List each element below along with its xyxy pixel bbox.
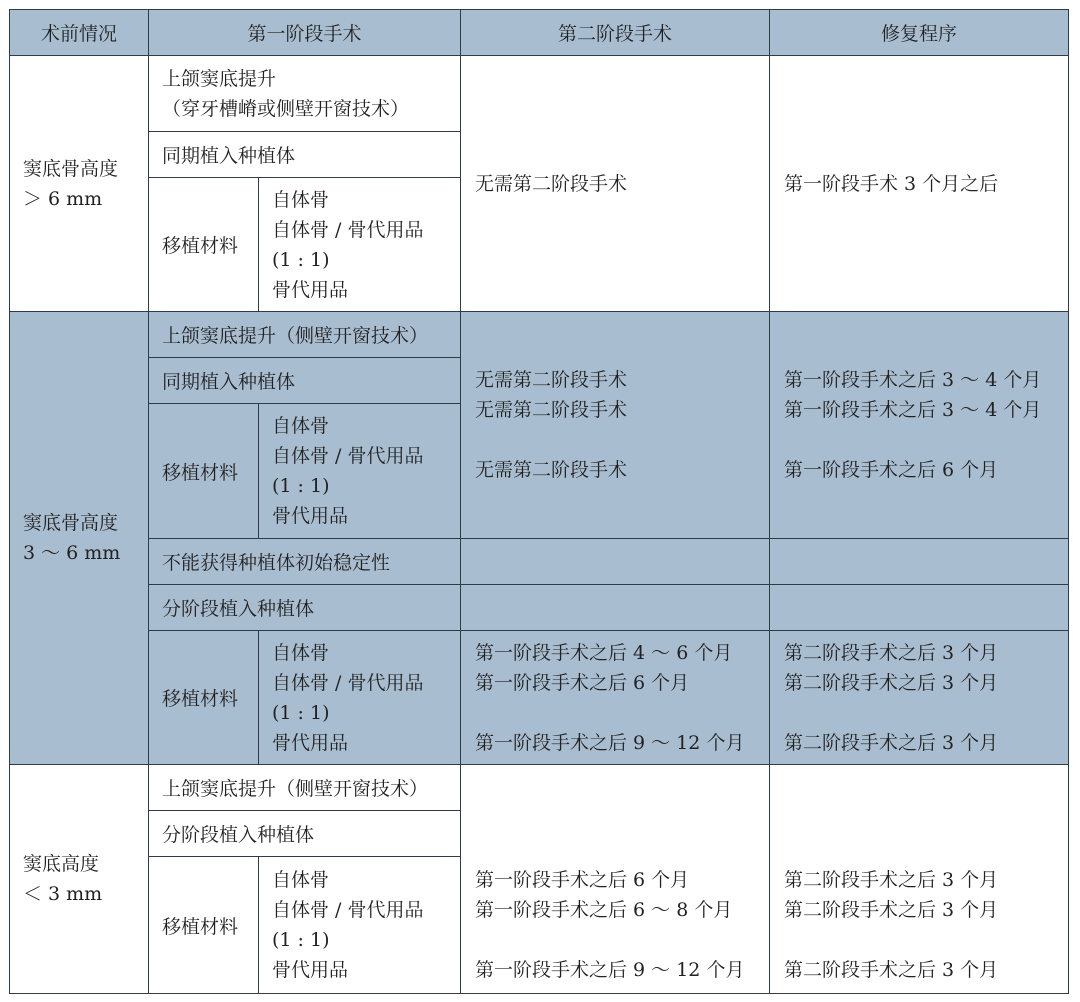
s2-prosthetic-b-line-3 xyxy=(784,698,1068,728)
s3-stage2-line-1: 第一阶段手术之后 6 个月 xyxy=(475,869,690,891)
s2-stage2-line-4: 无需第二阶段手术 xyxy=(475,459,628,481)
s3-graft-item-1: 自体骨 xyxy=(272,869,330,891)
header-row xyxy=(10,10,1069,56)
s1-graft-label: 移植材料 xyxy=(149,178,259,312)
sinus-lift-protocol-table xyxy=(9,9,1069,994)
s2-staged-cell: 分阶段植入种植体 xyxy=(149,585,461,631)
s2-staged-stage2-empty xyxy=(461,585,770,631)
s3-graft-item-3: (1 : 1) xyxy=(272,929,330,951)
s3-graft-label: 移植材料 xyxy=(149,857,259,994)
s3-graft-item-2: 自体骨 / 骨代用品 xyxy=(272,899,424,921)
s3-prosthetic-line-1: 第二阶段手术之后 3 个月 xyxy=(784,869,999,891)
s3-stage2-line-4: 第一阶段手术之后 9 ～ 12 个月 xyxy=(475,959,745,981)
s2-staged-prosthetic-empty xyxy=(770,585,1069,631)
s2-prosthetic-line-1: 第一阶段手术之后 3 ～ 4 个月 xyxy=(784,369,1042,391)
s1-sinus-lift-line-2: （穿牙槽嵴或侧壁开窗技术） xyxy=(162,97,410,120)
header-stage1: 第一阶段手术 xyxy=(149,10,461,56)
s1-preop-line-2: ＞ 6 mm xyxy=(23,187,103,210)
s2-prosthetic-line-3 xyxy=(784,425,1068,455)
s1-graft-item-1: 自体骨 xyxy=(272,188,330,211)
s2-graft2-label: 移植材料 xyxy=(149,631,259,765)
s2-row-staged xyxy=(10,585,1069,631)
s2-stage2b-line-4: 第一阶段手术之后 9 ～ 12 个月 xyxy=(475,731,745,754)
s2-stage2b-cell xyxy=(461,631,770,765)
s2-graft-label: 移植材料 xyxy=(149,404,259,539)
s2-preop-cell xyxy=(10,312,149,765)
s1-sinus-lift-cell xyxy=(149,56,461,132)
s2-prosthetic-b-cell xyxy=(770,631,1069,765)
s1-prosthetic-text: 第一阶段手术 3 个月之后 xyxy=(784,172,999,195)
s3-preop-cell xyxy=(10,765,149,994)
s2-graft-item-4: 骨代用品 xyxy=(272,505,349,527)
s2-stage2-line-1: 无需第二阶段手术 xyxy=(475,369,628,391)
s1-stage2-cell xyxy=(461,56,770,312)
s2-preop-line-1: 窦底骨高度 xyxy=(23,512,119,534)
s1-graft-item-3: (1 : 1) xyxy=(272,248,330,271)
s2-prosthetic-cell xyxy=(770,312,1069,539)
s3-stage2-line-3 xyxy=(475,925,769,955)
s2-stage2b-line-3 xyxy=(475,698,769,728)
s2-prosthetic-line-4: 第一阶段手术之后 6 个月 xyxy=(784,459,999,481)
s1-prosthetic-cell xyxy=(770,56,1069,312)
s2-prosthetic-b-line-2: 第二阶段手术之后 3 个月 xyxy=(784,671,999,694)
s2-no-stability-prosthetic-empty xyxy=(770,539,1069,585)
s2-preop-line-2: 3 ～ 6 mm xyxy=(23,542,121,564)
s2-graft2-items-cell xyxy=(259,631,461,765)
s2-graft2-item-2: 自体骨 / 骨代用品 xyxy=(272,671,424,694)
s3-row-lift xyxy=(10,765,1069,811)
s3-prosthetic-cell xyxy=(770,765,1069,994)
s2-graft-item-1: 自体骨 xyxy=(272,415,330,437)
s2-stage2b-line-1: 第一阶段手术之后 4 ～ 6 个月 xyxy=(475,641,733,664)
s2-stage2b-line-2: 第一阶段手术之后 6 个月 xyxy=(475,671,690,694)
s2-graft2-item-3: (1 : 1) xyxy=(272,701,330,724)
s2-row-lift xyxy=(10,312,1069,358)
s2-no-stability-cell: 不能获得种植体初始稳定性 xyxy=(149,539,461,585)
s3-stage2-line-2: 第一阶段手术之后 6 ～ 8 个月 xyxy=(475,899,733,921)
s2-graft2-item-1: 自体骨 xyxy=(272,641,330,664)
s3-sinus-lift-cell: 上颌窦底提升（侧壁开窗技术） xyxy=(149,765,461,811)
s2-graft-item-3: (1 : 1) xyxy=(272,475,330,497)
s2-row-no-stability xyxy=(10,539,1069,585)
s1-sinus-lift-line-1: 上颌窦底提升 xyxy=(162,67,277,90)
s1-row-lift xyxy=(10,56,1069,132)
s2-stage2-line-3 xyxy=(475,425,769,455)
s1-implant-cell: 同期植入种植体 xyxy=(149,132,461,178)
s3-preop-line-2: ＜ 3 mm xyxy=(23,883,103,905)
s2-row-graft-staged xyxy=(10,631,1069,765)
s3-preop-line-1: 窦底高度 xyxy=(23,853,100,875)
s3-prosthetic-line-4: 第二阶段手术之后 3 个月 xyxy=(784,959,999,981)
s2-prosthetic-b-line-1: 第二阶段手术之后 3 个月 xyxy=(784,641,999,664)
s1-preop-line-1: 窦底骨高度 xyxy=(23,157,119,180)
s3-graft-item-4: 骨代用品 xyxy=(272,959,349,981)
s3-graft-items-cell xyxy=(259,857,461,994)
s2-implant-cell: 同期植入种植体 xyxy=(149,358,461,404)
s1-stage2-text: 无需第二阶段手术 xyxy=(475,172,628,195)
s2-graft-items-cell xyxy=(259,404,461,539)
s1-graft-item-2: 自体骨 / 骨代用品 xyxy=(272,218,424,241)
s2-stage2-cell xyxy=(461,312,770,539)
s3-stage2-cell xyxy=(461,765,770,994)
s3-prosthetic-line-3 xyxy=(784,925,1068,955)
s2-prosthetic-b-line-4: 第二阶段手术之后 3 个月 xyxy=(784,731,999,754)
s2-prosthetic-line-2: 第一阶段手术之后 3 ～ 4 个月 xyxy=(784,399,1042,421)
s2-sinus-lift-cell: 上颌窦底提升（侧壁开窗技术） xyxy=(149,312,461,358)
header-preop: 术前情况 xyxy=(10,10,149,56)
s3-prosthetic-line-2: 第二阶段手术之后 3 个月 xyxy=(784,899,999,921)
header-stage2: 第二阶段手术 xyxy=(461,10,770,56)
s3-staged-cell: 分阶段植入种植体 xyxy=(149,811,461,857)
s2-graft-item-2: 自体骨 / 骨代用品 xyxy=(272,445,424,467)
header-prosthetic: 修复程序 xyxy=(770,10,1069,56)
s2-graft2-item-4: 骨代用品 xyxy=(272,731,349,754)
s1-graft-item-4: 骨代用品 xyxy=(272,278,349,301)
s2-stage2-line-2: 无需第二阶段手术 xyxy=(475,399,628,421)
s2-no-stability-stage2-empty xyxy=(461,539,770,585)
s1-graft-items-cell xyxy=(259,178,461,312)
s1-preop-cell xyxy=(10,56,149,312)
